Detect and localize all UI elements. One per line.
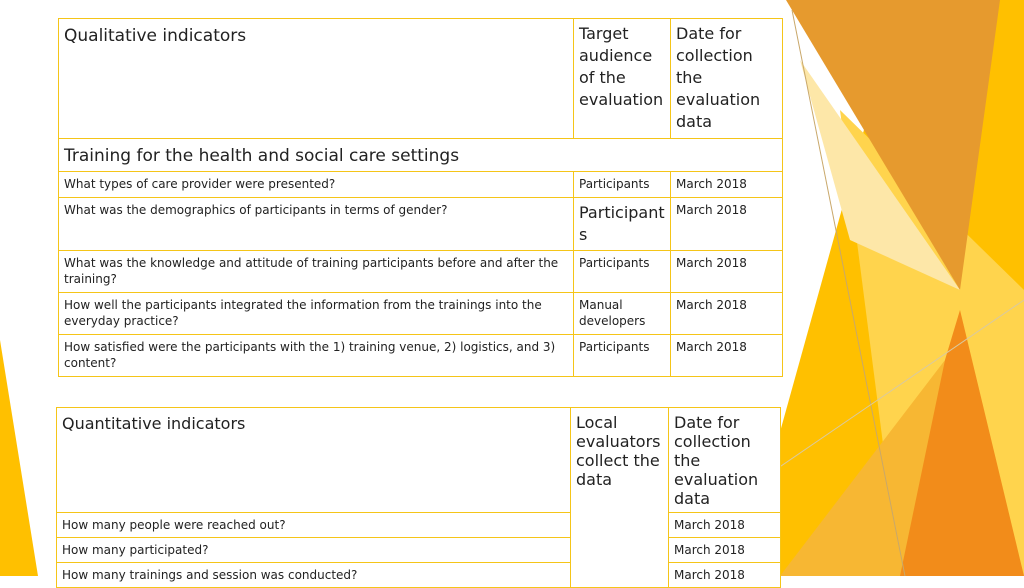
quant-row-2-question: How many participated? <box>57 538 571 563</box>
quant-row-1-date: March 2018 <box>669 513 781 538</box>
quant-date-header: Date for collection the evaluation data <box>669 408 781 513</box>
qual-row-5-audience: Participants <box>574 335 671 377</box>
quant-row-3-date: March 2018 <box>669 563 781 588</box>
qual-row-1-audience: Participants <box>574 172 671 198</box>
qual-row-5-question: How satisfied were the participants with the 1) training venue, 2) logistics, and 3) content? <box>59 335 574 377</box>
qual-row-1-date: March 2018 <box>671 172 783 198</box>
quant-row-1-question: How many people were reached out? <box>57 513 571 538</box>
qualitative-indicators-header: Qualitative indicators <box>59 19 574 139</box>
qual-row-2-question: What was the demographics of participants in terms of gender? <box>59 198 574 251</box>
left-yellow-shape <box>0 340 38 576</box>
date-header: Date for collection the evaluation data <box>671 19 783 139</box>
quantitative-table <box>56 407 781 588</box>
local-evaluators-header: Local evaluators collect the data <box>571 408 669 588</box>
qual-row-3-date: March 2018 <box>671 251 783 293</box>
qual-row-2-date: March 2018 <box>671 198 783 251</box>
quant-row-2-date: March 2018 <box>669 538 781 563</box>
qual-row-3-question: What was the knowledge and attitude of training participants before and after the training? <box>59 251 574 293</box>
section-title: Training for the health and social care settings <box>59 139 783 172</box>
target-audience-header: Target audience of the evaluation <box>574 19 671 139</box>
quantitative-indicators-header: Quantitative indicators <box>57 408 571 513</box>
qual-row-5-date: March 2018 <box>671 335 783 377</box>
qual-row-4-audience: Manual developers <box>574 293 671 335</box>
qualitative-table <box>58 18 783 377</box>
qual-row-1-question: What types of care provider were presented? <box>59 172 574 198</box>
qual-row-2-audience: Participants <box>574 198 671 251</box>
qual-row-4-question: How well the participants integrated the information from the trainings into the everyday practice? <box>59 293 574 335</box>
qual-row-4-date: March 2018 <box>671 293 783 335</box>
qual-row-3-audience: Participants <box>574 251 671 293</box>
quant-row-3-question: How many trainings and session was conducted? <box>57 563 571 588</box>
